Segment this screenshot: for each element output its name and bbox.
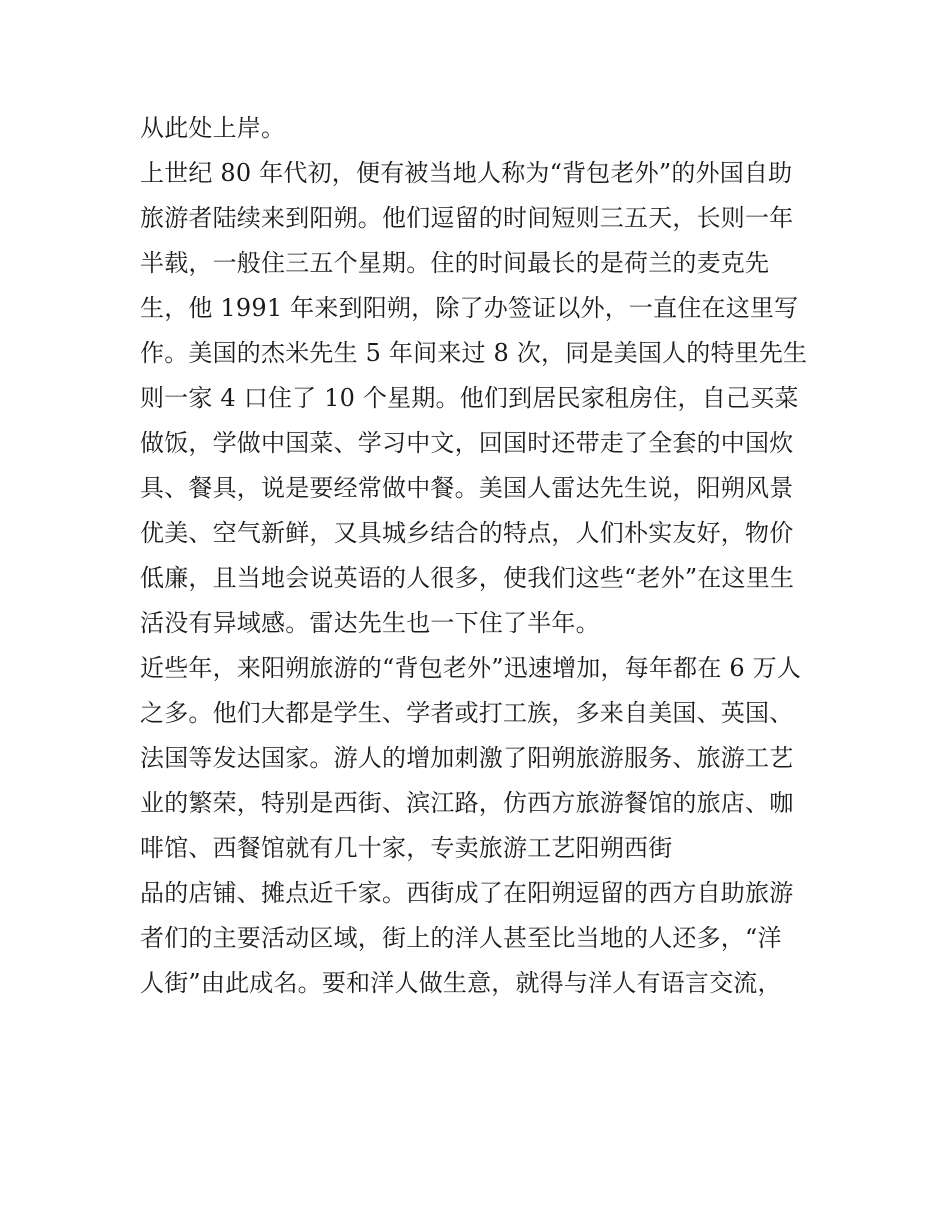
text-line-14: 之多。他们大都是学生、学者或打工族，多来自美国、英国、 bbox=[140, 699, 794, 727]
text-line-7: 则一家 4 口住了 10 个星期。他们到居民家租房住，自己买菜 bbox=[140, 384, 799, 412]
text-line-13: 近些年，来阳朔旅游的“背包老外”迅速增加，每年都在 6 万人 bbox=[140, 654, 802, 682]
text-line-2: 上世纪 80 年代初，便有被当地人称为“背包老外”的外国自助 bbox=[140, 159, 793, 187]
text-line-4: 半载，一般住三五个星期。住的时间最长的是荷兰的麦克先 bbox=[140, 249, 770, 277]
text-line-8: 做饭，学做中国菜、学习中文，回国时还带走了全套的中国炊 bbox=[140, 429, 794, 457]
text-line-18: 品的店铺、摊点近千家。西街成了在阳朔逗留的西方自助旅游 bbox=[140, 879, 794, 907]
text-line-1: 从此处上岸。 bbox=[140, 114, 286, 142]
text-line-16: 业的繁荣，特别是西街、滨江路，仿西方旅游餐馆的旅店、咖 bbox=[140, 789, 794, 817]
text-line-3: 旅游者陆续来到阳朔。他们逗留的时间短则三五天，长则一年 bbox=[140, 204, 794, 232]
body-text bbox=[140, 106, 830, 1006]
text-line-15: 法国等发达国家。游人的增加刺激了阳朔旅游服务、旅游工艺 bbox=[140, 744, 794, 772]
text-line-12: 活没有异域感。雷达先生也一下住了半年。 bbox=[140, 609, 600, 637]
text-line-19: 者们的主要活动区域，街上的洋人甚至比当地的人还多，“洋 bbox=[140, 924, 782, 952]
text-line-11: 低廉，且当地会说英语的人很多，使我们这些“老外”在这里生 bbox=[140, 564, 795, 592]
text-line-10: 优美、空气新鲜，又具城乡结合的特点，人们朴实友好，物价 bbox=[140, 519, 794, 547]
text-line-5: 生，他 1991 年来到阳朔，除了办签证以外，一直住在这里写 bbox=[140, 294, 799, 322]
text-line-6: 作。美国的杰米先生 5 年间来过 8 次，同是美国人的特里先生 bbox=[140, 339, 808, 367]
text-line-9: 具、餐具，说是要经常做中餐。美国人雷达先生说，阳朔风景 bbox=[140, 474, 794, 502]
text-line-20: 人街”由此成名。要和洋人做生意，就得与洋人有语言交流， bbox=[140, 969, 782, 997]
text-line-17: 啡馆、西餐馆就有几十家，专卖旅游工艺阳朔西街 bbox=[140, 834, 673, 862]
